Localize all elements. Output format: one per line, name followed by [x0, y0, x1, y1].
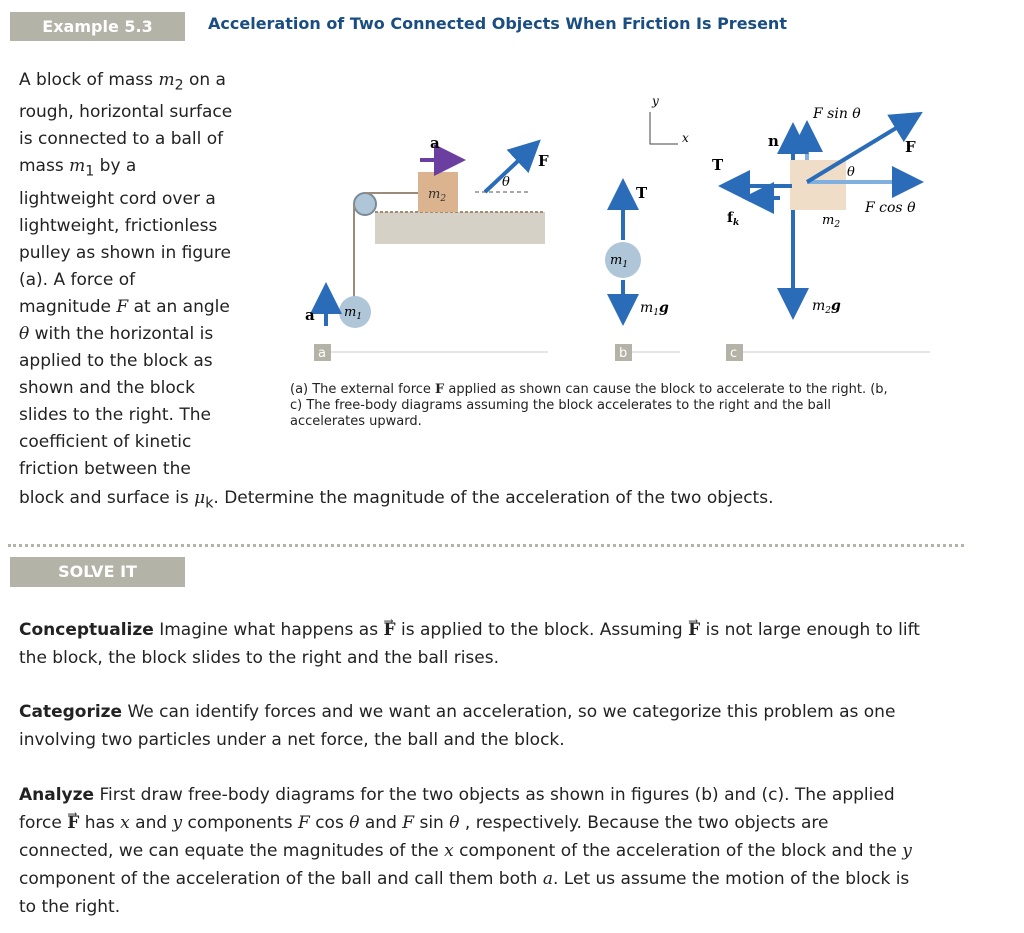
example-title: Acceleration of Two Connected Objects When Friction Is Present	[208, 14, 787, 33]
fcos-label: F cos θ	[865, 200, 916, 216]
ball-m1-label: $m_1$	[344, 305, 363, 322]
tension-label-ball: T	[636, 184, 648, 202]
problem-last-line: block and surface is $\mu_k$. Determine the magnitude of the acceleration of the two objects.	[19, 488, 774, 512]
ball-m1-fbd-label: $m_1$	[610, 253, 629, 270]
accel-label-block: a	[430, 134, 440, 152]
panel-c-label: c	[730, 346, 738, 361]
axis-y-label: y	[652, 94, 659, 108]
panel-a-label: a	[318, 346, 326, 361]
block-m2-fbd	[790, 160, 846, 210]
pulley	[354, 193, 376, 215]
accel-label-ball: a	[305, 306, 315, 324]
surface	[375, 212, 545, 244]
analyze-paragraph: Analyze First draw free-body diagrams for the two objects as shown in figures (b) and (c). The applied force → F has x and y components F cos θ and F sin θ , respectively. Because the two objects are connected, we can equate the magnitudes of the x component of the acceleration of the block and the y component of the acceleration of the ball and call them both a. Let us assume the motion of the block is to the right.	[19, 781, 959, 921]
axis-x-label: x	[682, 131, 689, 145]
weight-label-block: $m_2g$	[812, 298, 841, 316]
categorize-paragraph: Categorize We can identify forces and we want an acceleration, so we categorize this problem as one involving two particles under a net force, the ball and the block.	[19, 702, 896, 750]
applied-force-label: F	[538, 152, 549, 170]
friction-label: $f_k$	[727, 210, 740, 228]
problem-statement: A block of mass $m_2$ on a rough, horizontal surface is connected to a ball of mass $m_1$ by a lightweight cord over a lightweight, frictionless pulley as shown in figure (a). A force of magnitude F at an angle θ with the horizontal is applied to the block as shown and the block slides to the right. The coefficient of kinetic friction between the	[19, 70, 233, 479]
axes	[650, 112, 678, 144]
applied-force-label-fbd: F	[905, 138, 916, 156]
panel-b-label: b	[619, 346, 628, 361]
section-divider	[8, 544, 964, 547]
normal-label: n	[768, 132, 779, 150]
figure	[280, 90, 940, 380]
figure-caption: (a) The external force F applied as shown can cause the block to accelerate to the right. (b, c) The free-body diagrams assuming the block accelerates to the right and the ball accelerates upward.	[290, 382, 888, 429]
block-m2-label: $m_2$	[428, 187, 447, 204]
applied-force-arrow-fbd	[807, 116, 916, 182]
applied-force-arrow	[485, 145, 535, 192]
angle-label-c: θ	[847, 165, 855, 180]
fsin-label: F sin θ	[813, 106, 861, 122]
conceptualize-paragraph: Conceptualize Imagine what happens as → F is applied to the block. Assuming → F is not large enough to lift the block, the block slides to the right and the ball rises.	[19, 616, 959, 672]
solve-it-label: SOLVE IT	[10, 557, 185, 587]
example-label: Example 5.3	[10, 12, 185, 41]
block-m2-fbd-label: $m_2$	[822, 213, 841, 230]
angle-label-a: θ	[502, 175, 510, 190]
weight-label-ball: $m_1g$	[640, 300, 669, 318]
tension-label-block: T	[712, 156, 724, 174]
